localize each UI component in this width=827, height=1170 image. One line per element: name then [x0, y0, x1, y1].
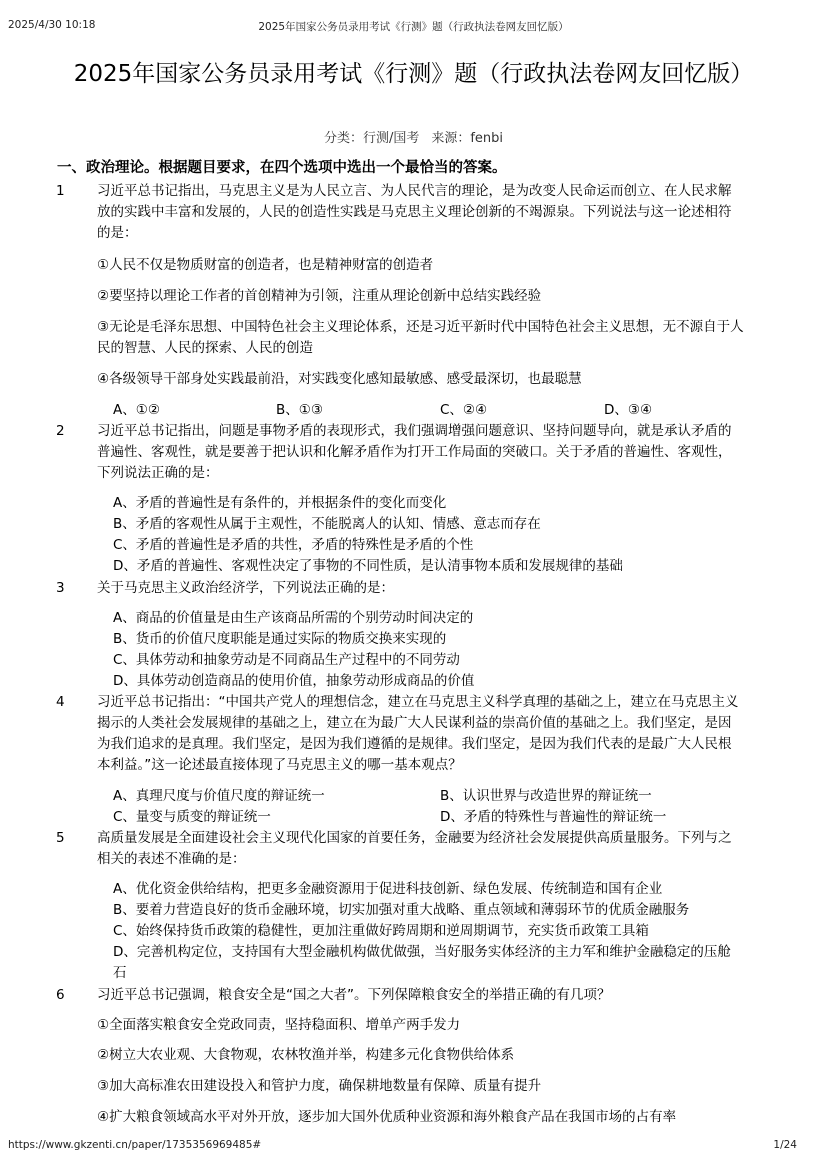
statement-4: ④各级领导干部身处实践最前沿，对实践变化感知最敏感、感受最深切，也最聪慧: [97, 371, 582, 387]
source-label: 来源：fenbi: [431, 131, 504, 146]
option-c[interactable]: C、具体劳动和抽象劳动是不同商品生产过程中的不同劳动: [113, 652, 460, 668]
question-stem: 习近平总书记指出：“中国共产党人的理想信念，建立在马克思主义科学真理的基础之上，建立在马克思主义揭示的人类社会发展规律的基础之上，建立在为最广大人民谋利益的崇高价值的基础之上。我们坚定，是因为我们追求的是真理。我们坚定，是因为我们遵循的是规律。我们坚定，是因为我们代表的是最广大人民根本利益。”这一论述最直接体现了马克思主义的哪一基本观点？: [97, 694, 739, 773]
option-a[interactable]: A、①②: [113, 402, 160, 418]
option-d[interactable]: D、完善机构定位，支持国有大型金融机构做优做强，当好服务实体经济的主力军和维护金融稳定的压舱石: [113, 944, 731, 981]
option-a[interactable]: A、真理尺度与价值尺度的辩证统一: [113, 788, 325, 804]
option-b[interactable]: B、矛盾的客观性从属于主观性，不能脱离人的认知、情感、意志而存在: [113, 516, 541, 532]
option-a[interactable]: A、商品的价值量是由生产该商品所需的个别劳动时间决定的: [113, 610, 474, 626]
option-c[interactable]: C、始终保持货币政策的稳健性，更加注重做好跨周期和逆周期调节，充实货币政策工具箱: [113, 923, 649, 939]
page-title: 2025年国家公务员录用考试《行测》题（行政执法卷网友回忆版）: [73, 61, 754, 87]
option-b[interactable]: B、要着力营造良好的货币金融环境，切实加强对重大战略、重点领域和薄弱环节的优质金融服务: [113, 902, 690, 918]
paper-meta: [0, 127, 827, 146]
header-doc-title: 2025年国家公务员录用考试《行测》题（行政执法卷网友回忆版）: [258, 21, 569, 33]
statement-3: ③无论是毛泽东思想、中国特色社会主义理论体系，还是习近平新时代中国特色社会主义思想，无不源自于人民的智慧、人民的探索、人民的创造: [97, 319, 744, 356]
question-stem: 习近平总书记强调，粮食安全是“国之大者”。下列保障粮食安全的举措正确的有几项？: [97, 987, 611, 1003]
question-stem: 关于马克思主义政治经济学，下列说法正确的是：: [97, 580, 394, 596]
page-number: 1/24: [773, 1139, 797, 1151]
option-a[interactable]: A、优化资金供给结构，把更多金融资源用于促进科技创新、绿色发展、传统制造和国有企业: [113, 881, 663, 897]
section-title: 一、政治理论。根据题目要求，在四个选项中选出一个最恰当的答案。: [57, 160, 507, 176]
option-c[interactable]: C、矛盾的普遍性是矛盾的共性，矛盾的特殊性是矛盾的个性: [113, 537, 474, 553]
footer-url[interactable]: https://www.gkzenti.cn/paper/1735356969485#: [8, 1139, 262, 1151]
option-c[interactable]: C、量变与质变的辩证统一: [113, 809, 271, 825]
statement-1: ①人民不仅是物质财富的创造者，也是精神财富的创造者: [97, 257, 434, 273]
option-d[interactable]: D、③④: [604, 402, 653, 418]
option-b[interactable]: B、认识世界与改造世界的辩证统一: [440, 788, 652, 804]
option-c[interactable]: C、②④: [440, 402, 488, 418]
question-number: 3: [56, 580, 65, 596]
question-number: 4: [56, 694, 65, 710]
question-number: 2: [56, 423, 65, 439]
question-number: 5: [56, 830, 65, 846]
question-stem: 习近平总书记指出，问题是事物矛盾的表现形式，我们强调增强问题意识、坚持问题导向，就是承认矛盾的普遍性、客观性，就是要善于把认识和化解矛盾作为打开工作局面的突破口。关于矛盾的普遍性、客观性，下列说法正确的是：: [97, 423, 732, 481]
statement-4: ④扩大粮食领域高水平对外开放，逐步加大国外优质种业资源和海外粮食产品在我国市场的占有率: [97, 1109, 677, 1125]
option-d[interactable]: D、矛盾的特殊性与普遍性的辩证统一: [440, 809, 667, 825]
option-d[interactable]: D、具体劳动创造商品的使用价值，抽象劳动形成商品的价值: [113, 673, 475, 689]
question-stem: 习近平总书记指出，马克思主义是为人民立言、为人民代言的理论，是为改变人民命运而创立、在人民求解放的实践中丰富和发展的，人民的创造性实践是马克思主义理论创新的不竭源泉。下列说法与这一论述相符的是：: [97, 183, 732, 241]
question-number: 6: [56, 987, 65, 1003]
option-a[interactable]: A、矛盾的普遍性是有条件的，并根据条件的变化而变化: [113, 495, 447, 511]
question-number: 1: [56, 183, 65, 199]
question-stem: 高质量发展是全面建设社会主义现代化国家的首要任务，金融要为经济社会发展提供高质量服务。下列与之相关的表述不准确的是：: [97, 830, 732, 867]
statement-3: ③加大高标准农田建设投入和管护力度，确保耕地数量有保障、质量有提升: [97, 1078, 542, 1094]
category-label: 分类：行测/国考: [323, 131, 420, 146]
option-d[interactable]: D、矛盾的普遍性、客观性决定了事物的不同性质，是认清事物本质和发展规律的基础: [113, 558, 623, 574]
header-datetime: 2025/4/30 10:18: [8, 19, 96, 31]
option-b[interactable]: B、①③: [276, 402, 323, 418]
statement-1: ①全面落实粮食安全党政同责，坚持稳面积、增单产两手发力: [97, 1017, 461, 1033]
option-b[interactable]: B、货币的价值尺度职能是通过实际的物质交换来实现的: [113, 631, 447, 647]
statement-2: ②要坚持以理论工作者的首创精神为引领，注重从理论创新中总结实践经验: [97, 288, 542, 304]
statement-2: ②树立大农业观、大食物观，农林牧渔并举，构建多元化食物供给体系: [97, 1047, 515, 1063]
